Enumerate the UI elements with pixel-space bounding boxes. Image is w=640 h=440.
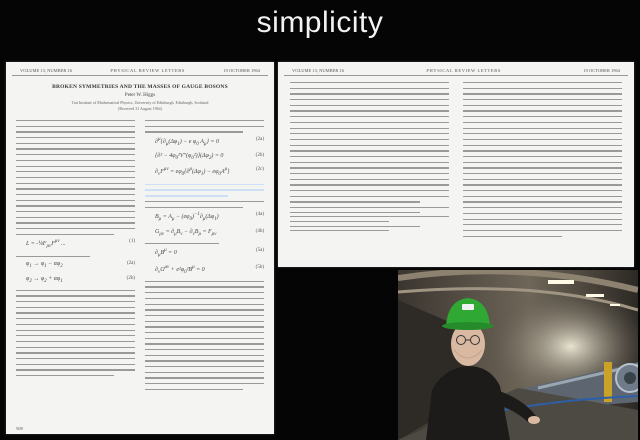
article-body [290, 82, 622, 261]
equation: $\{\partial^2 - 4\varphi_0^2V''(\varphi_0^2)\}(\Delta\varphi_2) = 0$ (2b) [155, 153, 264, 162]
tunnel-scene [398, 270, 638, 440]
equation: $L = -\frac{1}{4}F_{\mu\nu}F^{\mu\nu}$ ... (1) [26, 239, 135, 250]
journal-volume: VOLUME 13, NUMBER 16 [292, 68, 345, 73]
references [290, 207, 449, 231]
article-title: BROKEN SYMMETRIES AND THE MASSES OF GAUGE BOSONS [52, 84, 228, 90]
equation: $\varphi_1 \to \varphi_1 - \alpha\varphi_2$ (2a) [26, 261, 135, 270]
left-column [16, 120, 135, 422]
equation: $G_{\mu\nu} = \partial_\mu B_\nu - \partial_\nu B_\mu = F_{\mu\nu}$ (4b) [155, 228, 264, 237]
journal-date: 19 OCTOBER 1964 [223, 68, 260, 73]
article-received: (Received 31 August 1964) [118, 106, 162, 111]
journal-name: PHYSICAL REVIEW LETTERS [426, 68, 501, 73]
equation: $\partial_\nu F^{\mu\nu} = e\varphi_0\{\partial^\mu(\Delta\varphi_1) - e\varphi_0A^\mu\}$ (2c) [155, 167, 264, 178]
article-body [16, 120, 264, 422]
right-column [145, 120, 264, 422]
slide-title: simplicity [256, 6, 384, 39]
page-header [284, 62, 628, 76]
article-affiliation: Tait Institute of Mathematical Physics, University of Edinburgh, Edinburgh, Scotland [71, 100, 209, 105]
equation: $\partial_\nu G^{\mu\nu} + e^2\varphi_0^2B^\mu = 0$ (5b) [155, 264, 264, 275]
equation: $B_\mu = A_\mu - (e\varphi_0)^{-1}\partial_\mu(\Delta\varphi_1)$ (4a) [155, 212, 264, 223]
journal-name: PHYSICAL REVIEW LETTERS [110, 68, 185, 73]
journal-volume: VOLUME 13, NUMBER 16 [20, 68, 73, 73]
equation: $\partial^\mu\{\partial_\mu(\Delta\varphi_1) - e$ $\varphi_0$ $A_\mu\} = 0$ (2a) [155, 137, 264, 148]
right-column [463, 82, 622, 261]
page-number: 508 [16, 426, 23, 431]
left-column [290, 82, 449, 261]
equation: $\partial_\mu B^\mu = 0$ (5a) [155, 248, 264, 259]
paper-page-left [6, 62, 274, 434]
paper-page-right [278, 62, 634, 267]
equation: $\varphi_2 \to \varphi_2 + \alpha\varphi_1$ (2b) [26, 275, 135, 284]
photo-accelerator-tunnel [398, 270, 638, 440]
article-author: Peter W. Higgs [124, 93, 156, 98]
page-header [12, 62, 268, 76]
journal-date: 19 OCTOBER 1964 [583, 68, 620, 73]
